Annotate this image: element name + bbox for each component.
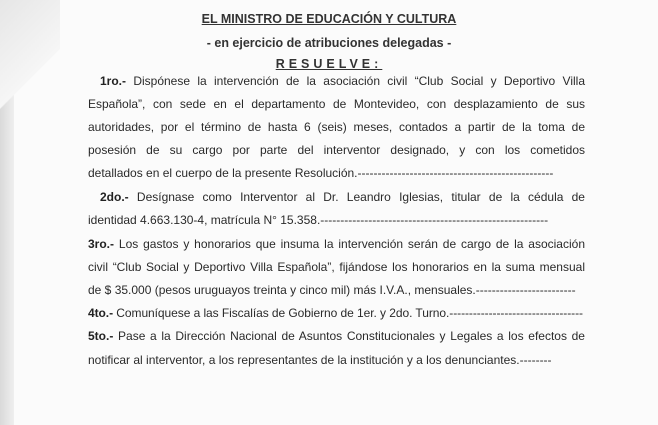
document-title: EL MINISTRO DE EDUCACIÓN Y CULTURA xyxy=(201,12,457,26)
document-subtitle: - en ejercicio de atribuciones delegadas - xyxy=(206,36,452,50)
article-text: civil “Club Social y Deportivo Villa Española”, fijándose los honorarios en la suma mensual xyxy=(88,260,585,274)
article-text: autoridades, por el término de hasta 6 (seis) meses, contados a partir de la toma de xyxy=(88,120,585,134)
article-text: Pase a la Dirección Nacional de Asuntos Constitucionales y Legales a los efectos de xyxy=(118,329,585,343)
article-text: Los gastos y honorarios que insuma la intervención serán de cargo de la asociación xyxy=(118,237,585,251)
article-text: notificar al interventor, a los representantes de la institución y a los denunciantes.-------- xyxy=(88,353,552,367)
article-line xyxy=(88,282,585,299)
article-line xyxy=(88,142,585,159)
article-text: detallados en el cuerpo de la presente Resolución.------------------------------------------------- xyxy=(88,166,554,180)
article-line xyxy=(88,236,585,253)
article-line xyxy=(88,305,585,322)
article-line xyxy=(88,212,585,229)
article-line xyxy=(88,352,585,369)
article-text: de $ 35.000 (pesos uruguayos treinta y cinco mil) más I.V.A., mensuales.------------------------- xyxy=(88,283,576,297)
article-text: posesión de su cargo por parte del interventor designado, y con los cometidos xyxy=(88,143,585,157)
article-line xyxy=(88,259,585,276)
article-label: 5to.- xyxy=(88,329,114,343)
article-label: 2do.- xyxy=(100,190,129,204)
article-text: Comuníquese a las Fiscalías de Gobierno de 1er. y 2do. Turno.---------------------------------- xyxy=(116,306,583,320)
article-line xyxy=(88,165,585,182)
article-line xyxy=(100,73,585,90)
article-text: identidad 4.663.130-4, matrícula N° 15.358.--------------------------------------------------------- xyxy=(88,213,549,227)
article-line xyxy=(88,96,585,113)
resuelve-heading: RESUELVE: xyxy=(275,57,383,71)
article-label: 4to.- xyxy=(88,306,114,320)
article-label: 1ro.- xyxy=(100,74,127,88)
article-text: Dispónese la intervención de la asociación civil “Club Social y Deportivo Villa xyxy=(133,74,585,88)
article-text: Desígnase como Interventor al Dr. Leandro Iglesias, titular de la cédula de xyxy=(136,190,585,204)
article-label: 3ro.- xyxy=(88,237,115,251)
article-text: Española”, con sede en el departamento de Montevideo, con desplazamiento de sus xyxy=(88,97,585,111)
article-line xyxy=(88,119,585,136)
article-line xyxy=(100,189,585,206)
article-line xyxy=(88,328,585,345)
